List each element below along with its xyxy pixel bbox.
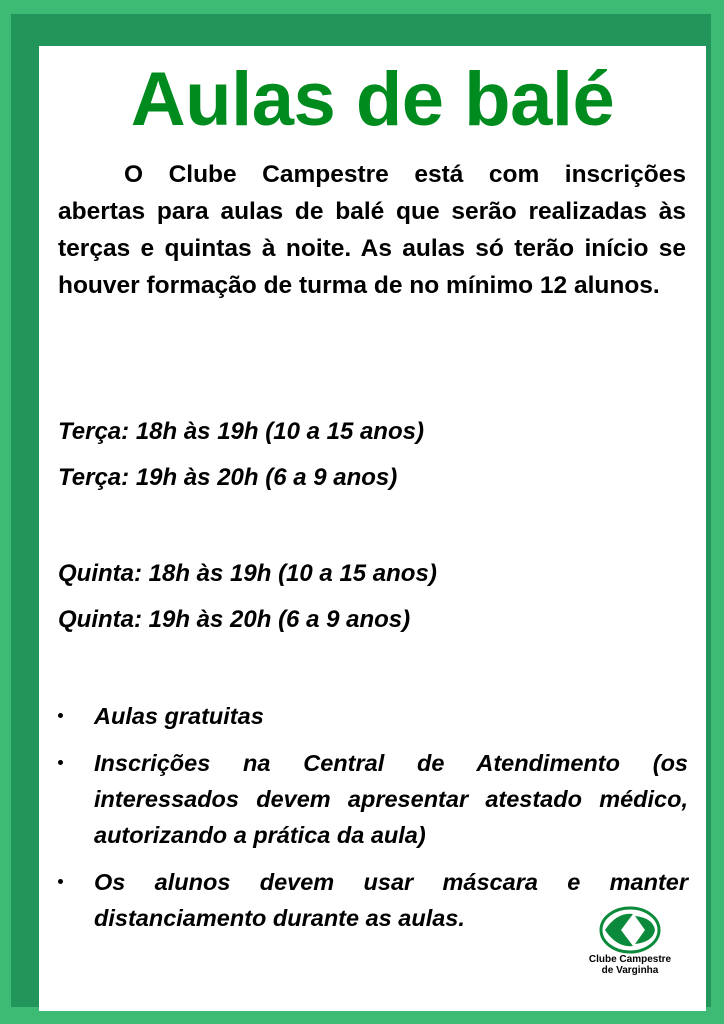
intro-text: O Clube Campestre está com inscrições abertas para aulas de balé que serão realizadas às terças e quintas à noite. As aulas só terão início se houver formação de turma de no mínimo 12 alunos.: [58, 161, 686, 299]
schedule-item: Quinta: 19h às 20h (6 a 9 anos): [58, 606, 411, 633]
schedule-item: Quinta: 18h às 19h (10 a 15 anos): [58, 560, 437, 587]
intro-paragraph: [58, 156, 686, 304]
bullet-dot-icon: [58, 713, 63, 718]
poster-frame: [11, 14, 711, 1007]
club-logo: [580, 906, 680, 986]
bullet-text: Os alunos devem usar máscara e manter distanciamento durante as aulas.: [94, 869, 688, 931]
bullet-item: [58, 745, 688, 853]
club-logo-icon: [599, 906, 661, 954]
schedule-item: Terça: 19h às 20h (6 a 9 anos): [58, 464, 398, 491]
poster-paper: [39, 46, 706, 1011]
logo-name-line2: de Varginha: [601, 965, 659, 976]
bullet-dot-icon: [58, 760, 63, 765]
poster-title: Aulas de balé: [130, 57, 615, 142]
bullet-text: Inscrições na Central de Atendimento (os interessados devem apresentar atestado médico, autorizando a prática da aula): [94, 750, 688, 848]
logo-name-line1: Clube Campestre: [588, 954, 672, 965]
schedule-item: Terça: 18h às 19h (10 a 15 anos): [58, 418, 424, 445]
bullet-item: [58, 698, 688, 734]
bullet-dot-icon: [58, 879, 63, 884]
bullet-text: Aulas gratuitas: [94, 703, 264, 729]
